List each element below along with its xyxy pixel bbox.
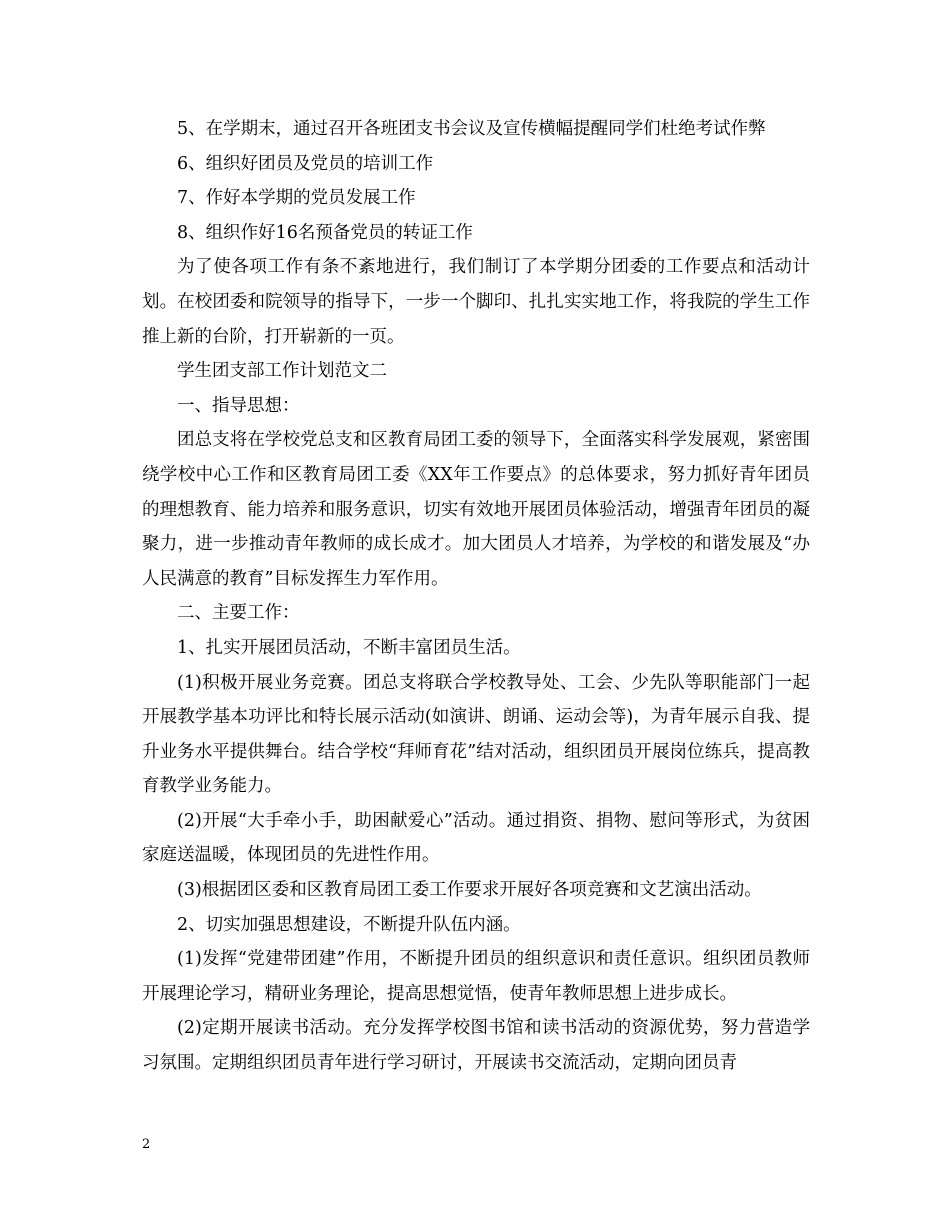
page-number: 2: [142, 1137, 151, 1152]
paragraph-ideology-1: (1)发挥“党建带团建”作用，不断提升团员的组织意识和责任意识。组织团员教师开展理论学习，精研业务理论，提高思想觉悟，使青年教师思想上进步成长。: [142, 949, 810, 1004]
paragraph-activity-3: (3)根据团区委和区教育局团工委工作要求开展好各项竞赛和文艺演出活动。: [177, 880, 762, 901]
document-body: [142, 112, 810, 1081]
paragraph-item-8: 8、组织作好16名预备党员的转证工作: [177, 222, 473, 243]
paragraph-ideology-2: (2)定期开展读书活动。充分发挥学校图书馆和读书活动的资源优势，努力营造学习氛围。定期组织团员青年进行学习研讨，开展读书交流活动，定期向团员青: [142, 1018, 810, 1074]
paragraph-summary: 为了使各项工作有条不紊地进行，我们制订了本学期分团委的工作要点和活动计划。在校团委和院领导的指导下，一步一个脚印、扎扎实实地工作，将我院的学生工作推上新的台阶，打开崭新的一页。: [142, 257, 810, 347]
paragraph-activity-1: (1)积极开展业务竞赛。团总支将联合学校教导处、工会、少先队等职能部门一起开展教学基本功评比和特长展示活动(如演讲、朗诵、运动会等)，为青年展示自我、提升业务水平提供舞台。结合学校“拜师育花”结对活动，组织团员开展岗位练兵，提高教育教学业务能力。: [142, 672, 810, 797]
subheading-ideology: 2、切实加强思想建设，不断提升队伍内涵。: [177, 914, 521, 935]
heading-main-work: 二、主要工作：: [177, 603, 300, 624]
paragraph-item-6: 6、组织好团员及党员的培训工作: [177, 153, 434, 174]
paragraph-item-5: 5、在学期末，通过召开各班团支书会议及宣传横幅提醒同学们杜绝考试作弊: [177, 119, 766, 139]
paragraph-guiding-thought: 团总支将在学校党总支和区教育局团工委的领导下，全面落实科学发展观，紧密围绕学校中心工作和区教育局团工委《XX年工作要点》的总体要求，努力抓好青年团员的理想教育、能力培养和服务意识，切实有效地开展团员体验活动，增强青年团员的凝聚力，进一步推动青年教师的成长成才。加大团员人才培养，为学校的和谐发展及“办人民满意的教育”目标发挥生力军作用。: [142, 430, 810, 589]
heading-guiding-thought: 一、指导思想：: [177, 395, 300, 416]
paragraph-item-7: 7、作好本学期的党员发展工作: [177, 188, 416, 209]
section-title: 学生团支部工作计划范文二: [177, 361, 387, 382]
subheading-activities: 1、扎实开展团员活动，不断丰富团员生活。: [177, 637, 521, 658]
paragraph-activity-2: (2)开展“大手牵小手，助困献爱心”活动。通过捐资、捐物、慰问等形式，为贫困家庭送温暖，体现团员的先进性作用。: [142, 810, 810, 866]
